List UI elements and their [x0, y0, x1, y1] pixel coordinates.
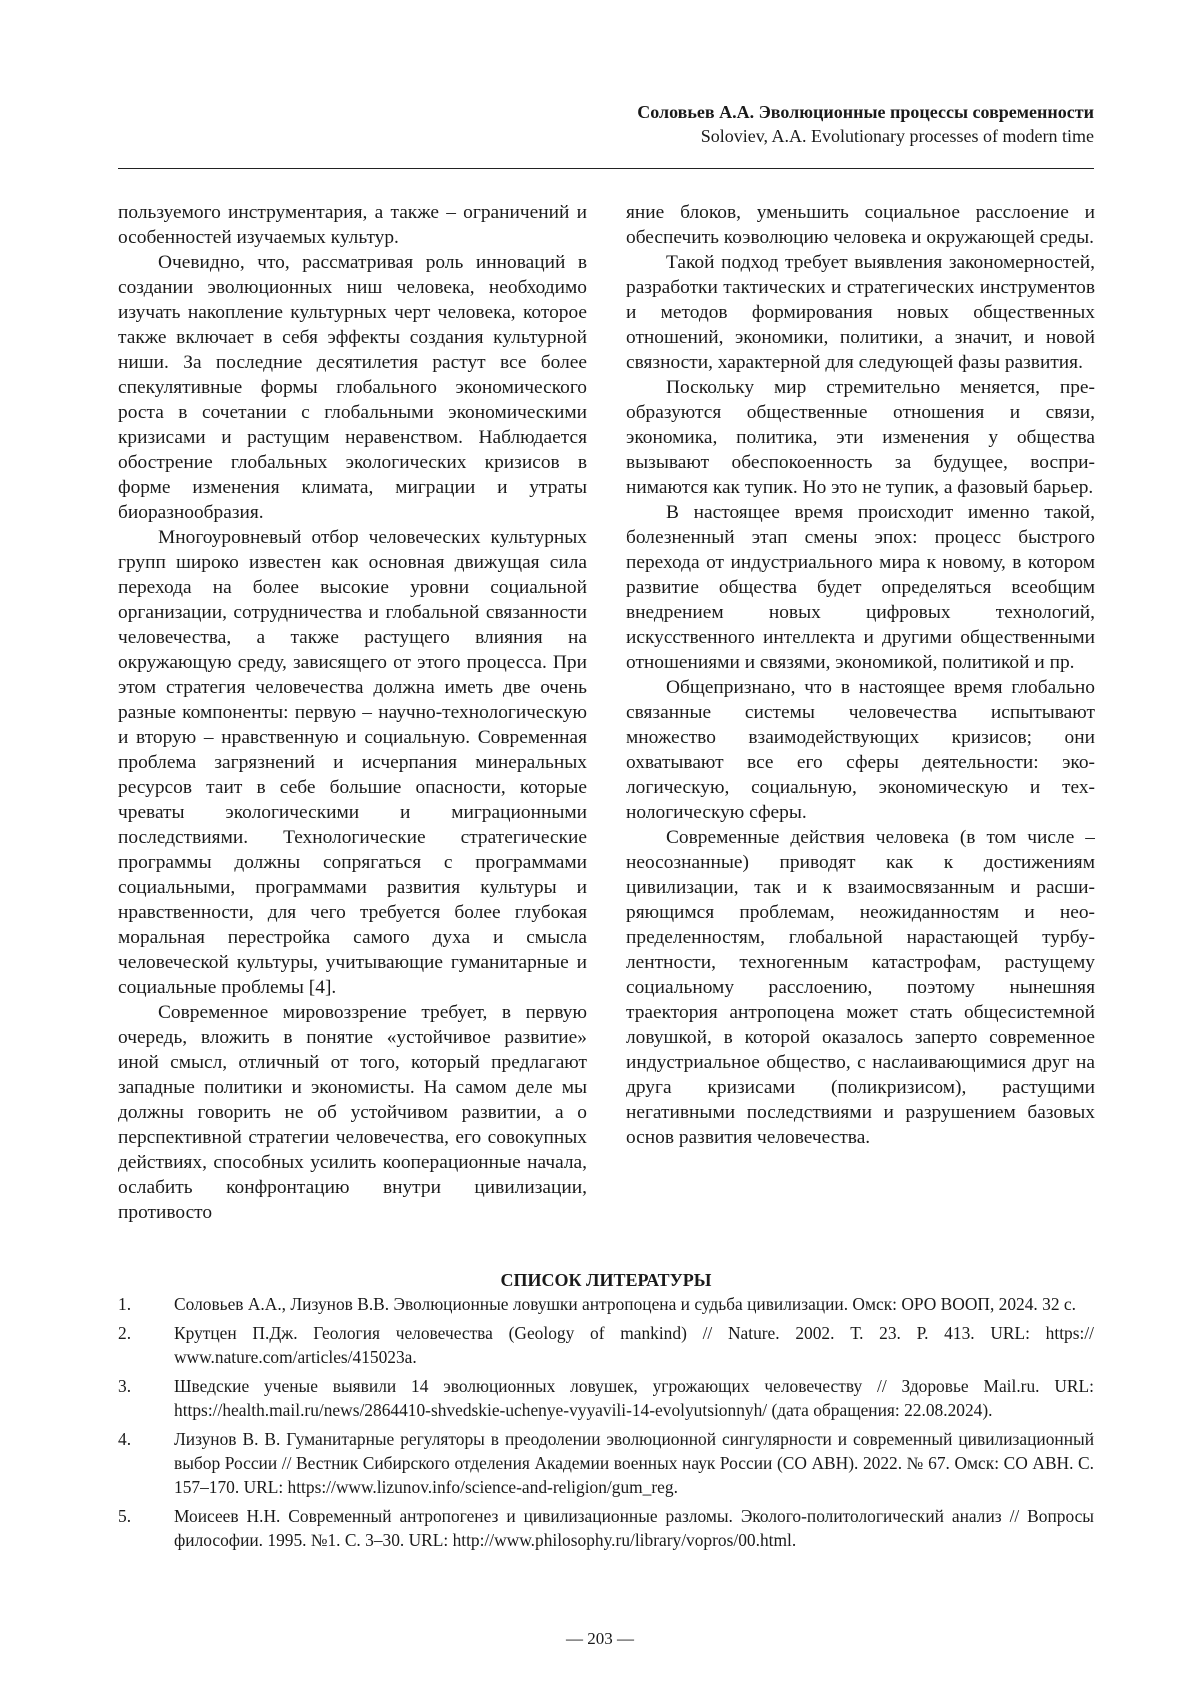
references-heading: СПИСОК ЛИТЕРАТУРЫ [500, 1270, 712, 1290]
reference-item [118, 1321, 1094, 1369]
header-divider [118, 168, 1094, 169]
paragraph: Очевидно, что, рассматривая роль инноваций в создании эволюционных ниш человека, необходимо изучать накопление культурных черт человека, которое также включает в себя эффекты создания культурной ниши. За последние десятилетия растут все более спекулятивные формы глобального экономического роста в сочетании с глобальными экономическими кризисами и растущим неравенством. Наблюдается обострение глобальных экологических кризисов в форме изменения климата, миграции и утраты биоразнообразия. [118, 252, 587, 523]
running-head-title-en: Soloviev, A.A. Evolutionary processes of modern time [700, 126, 1094, 146]
reference-number: 4. [118, 1429, 132, 1449]
reference-number: 3. [118, 1376, 132, 1396]
reference-item [118, 1427, 1094, 1499]
paragraph: яние блоков, уменьшить социальное расслоение и обеспечить коэволюцию человека и окружающей среды. [626, 202, 1095, 248]
paragraph: Современное мировоззрение требует, в первую очередь, вложить в понятие «устойчивое развитие» иной смысл, отличный от того, который предлагают западные политики и экономисты. На самом деле мы должны говорить не об устойчивом развитии, а о перспективной стратегии человечества, его совокупных действиях, способных усилить кооперационные начала, ослабить конфронтацию внутри цивилизации, противосто [118, 1002, 587, 1223]
page-number: — 203 — [566, 1629, 634, 1648]
reference-number: 5. [118, 1506, 132, 1526]
references-list [118, 1292, 1094, 1557]
paragraph: Современные действия человека (в том числе – неосознанные) приводят как к достижениям цивилизации, так и к взаимосвязанным и расширяющимся проблемам, неожиданностям и неопределенностям, глобальной нарастающей турбулентности, техногенным катастрофам, растущему социальному расслоению, поэтому нынешняя траектория антропоцена может стать общесистемной ловушкой, в которой оказалось заперто современное индустриальное общество, с наслаивающимися друг на друга кризисами (поликризисом), растущими негативными последствиями и разрушением базовых основ развития человечества. [626, 827, 1095, 1148]
reference-number: 1. [118, 1294, 132, 1314]
reference-item [118, 1292, 1094, 1316]
reference-text: Шведские ученые выявили 14 эволюционных ловушек, угрожающих человечеству // Здоровье Mail.ru. URL: https://health.mail.ru/news/2864410-shvedskie-uchenye-vyyavili-14-evolyutsionnyh/ (дата обращения: 22.08.2024). [174, 1376, 1094, 1420]
reference-text: Лизунов В. В. Гуманитарные регуляторы в преодолении эволюционной сингулярности и современный цивилизационный выбор России // Вестник Сибирского отделения Академии военных наук России (СО АВН). 2022. № 67. Омск: СО АВН. С. 157–170. URL: https://www.lizunov.info/science-and-religion/gum_reg. [174, 1429, 1094, 1497]
paragraph: Многоуровневый отбор человеческих культурных групп широко известен как основная движущая сила перехода на более высокие уровни социальной организации, сотрудничества и глобальной связанности человечества, а также растущего влияния на окружающую среду, зависящего от этого процесса. При этом стратегия человечества должна иметь две очень разные компоненты: первую – научно-технологическую и вторую – нравственную и социальную. Современная проблема загрязнений и исчерпания минеральных ресурсов таит в себе большие опасности, которые чреваты экологическими и миграционными последствиями. Технологические стратегические программы должны сопрягаться с программами социальными, программами развития культуры и нравственности, для чего требуется более глубокая моральная перестройка самого духа и смысла человеческой культуры, учитывающие гуманитарные и социальные проблемы [4]. [118, 527, 587, 998]
left-column [118, 200, 587, 1230]
running-head [637, 100, 1094, 148]
reference-text: Моисеев Н.Н. Современный антропогенез и цивилизационные разломы. Эколого-политологический анализ // Вопросы философии. 1995. №1. С. 3–30. URL: http://www.philosophy.ru/library/vopros/00.html. [174, 1506, 1094, 1550]
running-head-title-ru: Соловьев А.А. Эволюционные процессы современности [637, 102, 1094, 122]
reference-text: Соловьев А.А., Лизунов В.В. Эволюционные ловушки антропоцена и судьба цивилизации. Омск: ОРО ВООП, 2024. 32 с. [174, 1294, 1076, 1314]
paragraph: Поскольку мир стремительно меняется, преобразуются общественные отношения и связи, экономика, политика, эти изменения у общества вызывают обеспокоенность за будущее, воспринимаются как тупик. Но это не тупик, а фазовый барьер. [626, 377, 1095, 498]
paragraph: Общепризнано, что в настоящее время глобально связанные системы человечества испытывают множество взаимодействующих кризисов; они охватывают все его сферы деятельности: экологическую, социальную, экономическую и технологическую сферы. [626, 677, 1095, 823]
paragraph: Такой подход требует выявления закономерностей, разработки тактических и стратегических инструментов и методов формирования новых общественных отношений, экономики, политики, а значит, и новой связности, характерной для следующей фазы развития. [626, 252, 1095, 373]
paragraph: пользуемого инструментария, а также – ограничений и особенностей изучаемых культур. [118, 202, 587, 248]
reference-number: 2. [118, 1323, 132, 1343]
right-column [626, 200, 1095, 1230]
reference-item [118, 1374, 1094, 1422]
article-body [118, 200, 1094, 1230]
reference-item [118, 1504, 1094, 1552]
paragraph: В настоящее время происходит именно такой, болезненный этап смены эпох: процесс быстрого перехода от индустриального мира к новому, в котором развитие общества будет определяться всеобщим внедрением новых цифровых технологий, искусственного интеллекта и другими общественными отношениями и связями, экономикой, политикой и пр. [626, 502, 1095, 673]
reference-text: Крутцен П.Дж. Геология человечества (Geology of mankind) // Nature. 2002. Т. 23. Р. 413. URL: https:// www.nature.com/articles/415023a. [174, 1323, 1094, 1367]
